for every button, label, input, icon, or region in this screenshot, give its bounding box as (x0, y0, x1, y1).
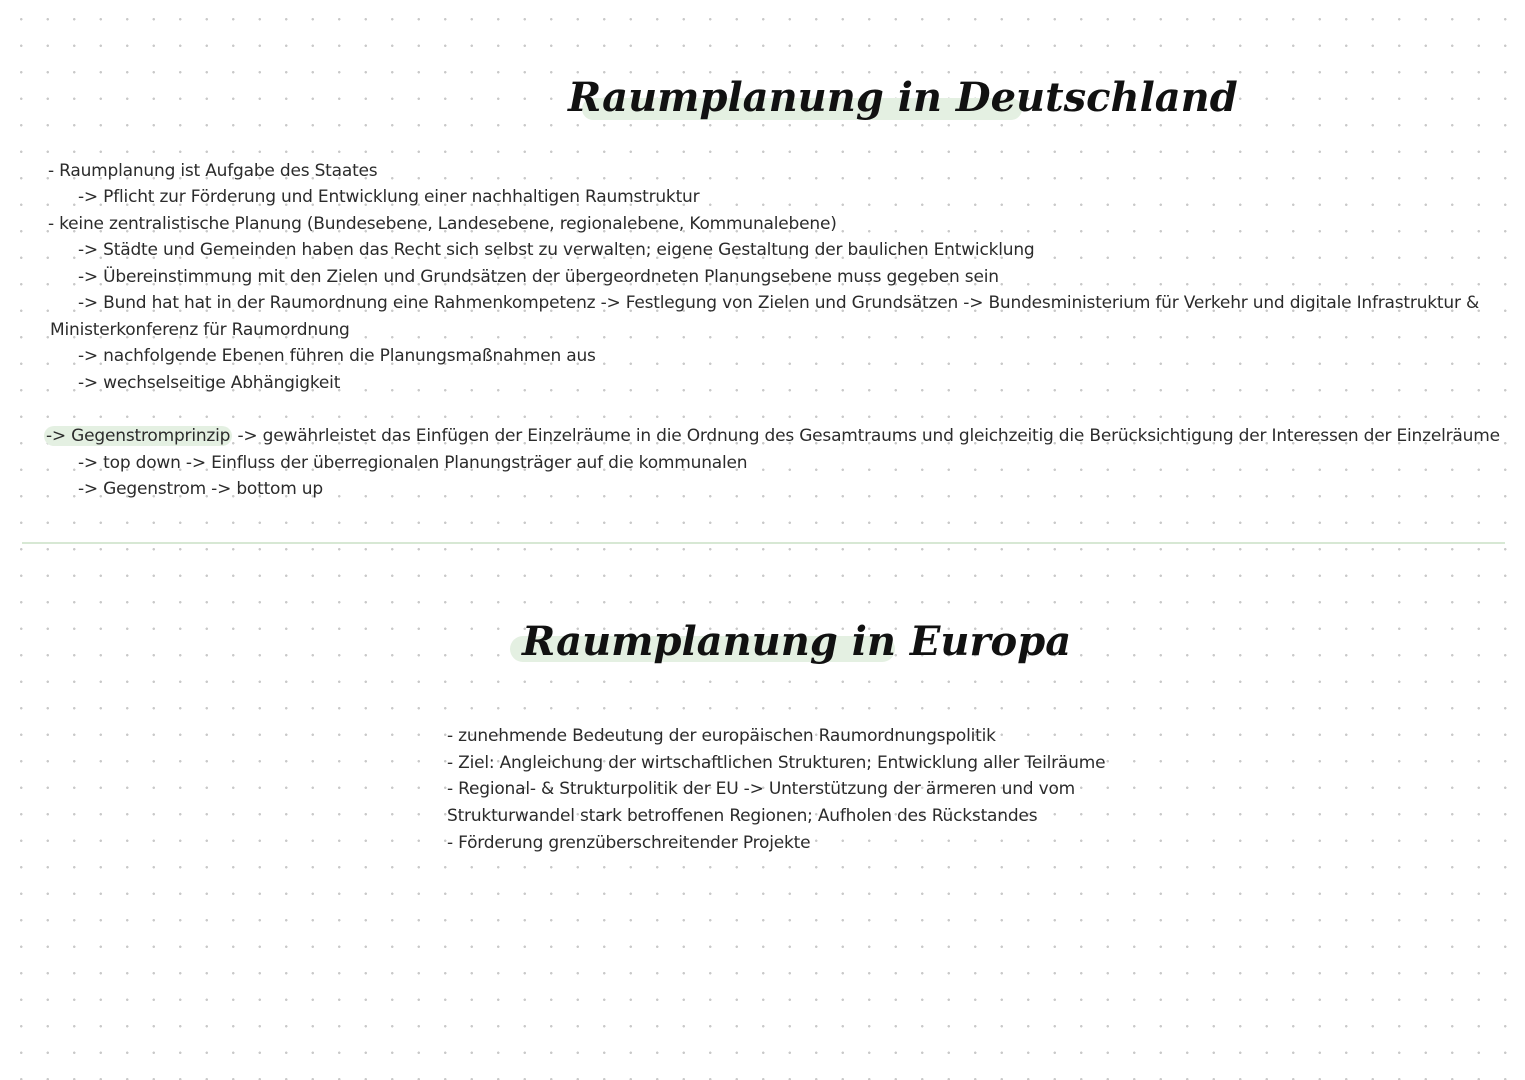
europe-line-5: - Förderung grenzüberschreitender Projekte (447, 833, 811, 853)
section-title-europe: Raumplanung in Europa (522, 618, 1072, 665)
section-divider (22, 542, 1505, 544)
germany-line-7: Ministerkonferenz für Raumordnung (50, 320, 350, 340)
germany-line-5: -> Übereinstimmung mit den Zielen und Grundsätzen der übergeordneten Planungsebene muss gegeben sein (78, 267, 999, 287)
germany-line-8: -> nachfolgende Ebenen führen die Planungsmaßnahmen aus (78, 346, 596, 366)
principle-keyword: -> Gegenstromprinzip (46, 426, 231, 446)
germany-line-6: -> Bund hat hat in der Raumordnung eine Rahmenkompetenz -> Festlegung von Zielen und Grundsätzen -> Bundesministerium für Verkehr und digitale Infrastruktur & (78, 293, 1479, 313)
principle-line (44, 423, 1500, 450)
europe-line-4: Strukturwandel stark betroffenen Regionen; Aufholen des Rückstandes (447, 806, 1038, 826)
principle-sub-2: -> Gegenstrom -> bottom up (78, 479, 323, 499)
europe-line-1: - zunehmende Bedeutung der europäischen Raumordnungspolitik (447, 726, 996, 746)
germany-line-2: -> Pflicht zur Förderung und Entwicklung einer nachhaltigen Raumstruktur (78, 187, 700, 207)
europe-line-2: - Ziel: Angleichung der wirtschaftlichen Strukturen; Entwicklung aller Teilräume (447, 753, 1106, 773)
section-title-germany: Raumplanung in Deutschland (568, 74, 1238, 121)
principle-sub-1: -> top down -> Einfluss der überregionalen Planungsträger auf die kommunalen (78, 453, 748, 473)
germany-line-1: - Raumplanung ist Aufgabe des Staates (48, 161, 378, 181)
germany-line-3: - keine zentralistische Planung (Bundesebene, Landesebene, regionalebene, Kommunalebene) (48, 214, 837, 234)
europe-line-3: - Regional- & Strukturpolitik der EU -> Unterstützung der ärmeren und vom (447, 779, 1076, 799)
principle-description: -> gewährleistet das Einfügen der Einzelräume in die Ordnung des Gesamtraums und gleichzeitig die Berücksichtigung der Interessen der Einzelräume (232, 426, 1500, 446)
germany-line-9: -> wechselseitige Abhängigkeit (78, 373, 341, 393)
germany-line-4: -> Städte und Gemeinden haben das Recht sich selbst zu verwalten; eigene Gestaltung der baulichen Entwicklung (78, 240, 1035, 260)
